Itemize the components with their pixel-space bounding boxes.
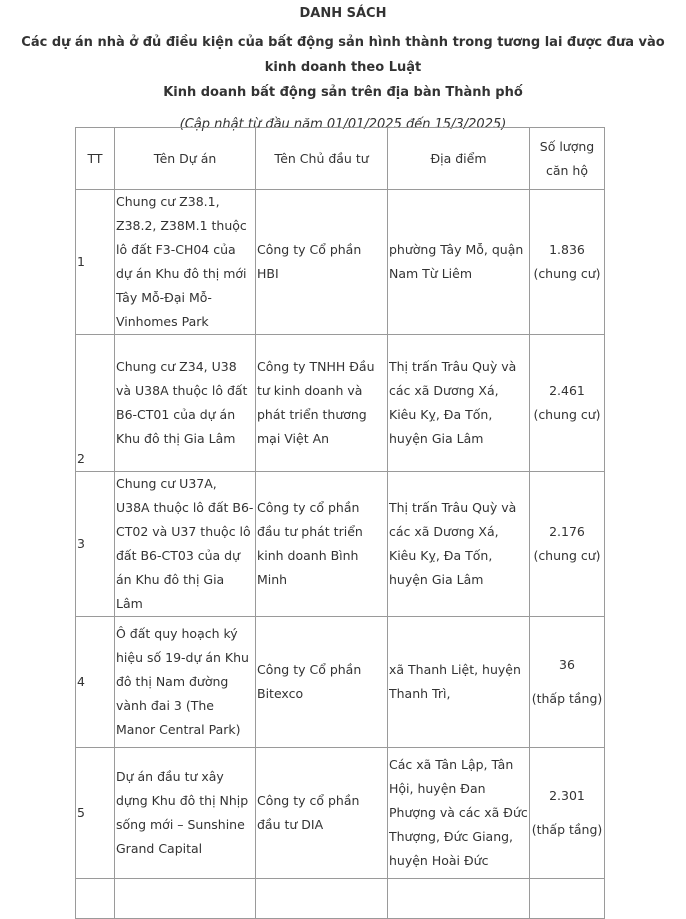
table-row — [76, 335, 605, 472]
update-period: (Cập nhật từ đầu năm 01/01/2025 đến 15/3/2025) — [179, 117, 507, 132]
investor-name: Công ty TNHH Đầu tư kinh doanh và phát triển thương mại Việt An — [256, 335, 388, 472]
project-name: Chung cư Z34, U38 và U38A thuộc lô đất B6-CT01 của dự án Khu đô thị Gia Lâm — [115, 335, 256, 472]
table-row — [76, 472, 605, 617]
unit-count-cell — [530, 617, 605, 748]
unit-count-cell — [530, 335, 605, 472]
row-number: 2 — [76, 335, 115, 472]
unit-type: (chung cư) — [533, 266, 601, 281]
subtitle-line-2: Kinh doanh bất động sản trên địa bàn Thành phố — [163, 85, 523, 100]
investor-name: Công ty cổ phần đầu tư DIA — [256, 748, 388, 879]
row-number: 1 — [76, 190, 115, 335]
empty-cell — [256, 879, 388, 919]
unit-type: (chung cư) — [533, 407, 601, 422]
header-location: Địa điểm — [388, 128, 530, 190]
empty-cell — [76, 879, 115, 919]
project-location: phường Tây Mỗ, quận Nam Từ Liêm — [388, 190, 530, 335]
unit-count: 2.301 — [549, 788, 585, 803]
empty-cell — [115, 879, 256, 919]
row-number: 5 — [76, 748, 115, 879]
header-units: Số lượng căn hộ — [530, 128, 605, 190]
unit-type: (chung cư) — [533, 548, 601, 563]
project-location: xã Thanh Liệt, huyện Thanh Trì, — [388, 617, 530, 748]
document-subtitle — [0, 30, 686, 105]
project-name: Chung cư U37A, U38A thuộc lô đất B6-CT02 và U37 thuộc lô đất B6-CT03 của dự án Khu đô thị Gia Lâm — [115, 472, 256, 617]
project-location: Thị trấn Trâu Quỳ và các xã Dương Xá, Kiêu Kỵ, Đa Tốn, huyện Gia Lâm — [388, 335, 530, 472]
unit-count: 2.461 — [549, 383, 585, 398]
unit-count-cell — [530, 472, 605, 617]
unit-count-cell — [530, 748, 605, 879]
unit-type: (thấp tầng) — [531, 691, 603, 706]
project-location: Các xã Tân Lập, Tân Hội, huyện Đan Phượng và các xã Đức Thượng, Đức Giang, huyện Hoài Đức — [388, 748, 530, 879]
empty-cell — [388, 879, 530, 919]
header-investor: Tên Chủ đầu tư — [256, 128, 388, 190]
row-number: 4 — [76, 617, 115, 748]
header-tt: TT — [76, 128, 115, 190]
table-row — [76, 190, 605, 335]
table-row-partial — [76, 879, 605, 919]
investor-name: Công ty cổ phần đầu tư phát triển kinh doanh Bình Minh — [256, 472, 388, 617]
row-number: 3 — [76, 472, 115, 617]
project-name: Dự án đầu tư xây dựng Khu đô thị Nhịp sống mới – Sunshine Grand Capital — [115, 748, 256, 879]
unit-count: 2.176 — [549, 524, 585, 539]
document-title: DANH SÁCH — [299, 6, 387, 21]
project-location: Thị trấn Trâu Quỳ và các xã Dương Xá, Kiêu Kỵ, Đa Tốn, huyện Gia Lâm — [388, 472, 530, 617]
table-row — [76, 617, 605, 748]
investor-name: Công ty Cổ phần Bitexco — [256, 617, 388, 748]
table-row — [76, 748, 605, 879]
unit-count: 36 — [559, 657, 575, 672]
empty-cell — [530, 879, 605, 919]
unit-count: 1.836 — [549, 242, 585, 257]
projects-table — [75, 127, 605, 919]
header-project: Tên Dự án — [115, 128, 256, 190]
project-name: Ô đất quy hoạch ký hiệu số 19-dự án Khu đô thị Nam đường vành đai 3 (The Manor Central Park) — [115, 617, 256, 748]
investor-name: Công ty Cổ phần HBI — [256, 190, 388, 335]
project-name: Chung cư Z38.1, Z38.2, Z38M.1 thuộc lô đất F3-CH04 của dự án Khu đô thị mới Tây Mỗ-Đại Mỗ-Vinhomes Park — [115, 190, 256, 335]
unit-count-cell — [530, 190, 605, 335]
subtitle-line-1: Các dự án nhà ở đủ điều kiện của bất động sản hình thành trong tương lai được đưa vào kinh doanh theo Luật — [21, 35, 665, 75]
unit-type: (thấp tầng) — [531, 822, 603, 837]
table-header-row — [76, 128, 605, 190]
